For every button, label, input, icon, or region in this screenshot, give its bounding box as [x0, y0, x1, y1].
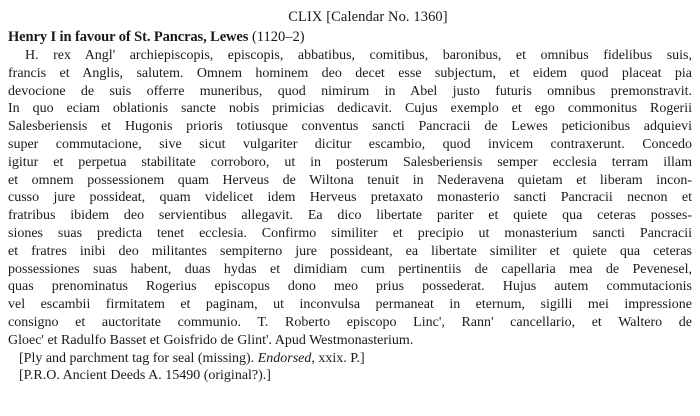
charter-text-line: Salesberiensis et Hugonis prioris totiusque conventus sancti Pancracii de Lewes peticionibus adquievi: [8, 119, 692, 135]
charter-text-line: super commutacione, sive sicut vulgariter dicitur escambio, quod invicem contraxerunt. Concedo: [8, 136, 692, 152]
charter-date: (1120–2): [248, 29, 305, 45]
seal-note: [8, 350, 692, 368]
charter-text-line: vel escambii firmitatem et paginam, ut inconvulsa permaneat in eternum, sigilli mei impressione: [8, 297, 692, 313]
charter-text-line: fratribus ibidem deo servientibus allegavit. Ea dico libertate pariter et quiete qua ceteras posses-: [8, 208, 692, 224]
endorsed-label: Endorsed: [257, 350, 312, 366]
charter-text-line: Gloec' et Radulfo Basset et Goisfrido de Glint'. Apud Westmonasterium.: [8, 332, 414, 348]
charter-text: [8, 47, 692, 350]
endorsement-text: , xxix. P.]: [311, 350, 365, 366]
editorial-notes: [8, 350, 692, 386]
charter-text-line: H. rex Angl' archiepiscopis, episcopis, abbatibus, comitibus, baronibus, et omnibus fidelibus suis,: [25, 48, 692, 63]
charter-text-line: et fratres inibi deo militantes sempiterno jure possideant, ea libertate similiter et quiete qua ceteras: [8, 243, 692, 259]
charter-text-line: cusso jure possideat, quam videlicet idem Herveus pretaxato monasterio sancti Pancracii necnon et: [8, 190, 692, 206]
charter-text-line: In quo eciam oblationis sancte nobis primicias dedicavit. Cujus exemplo et ego commonitus Rogerii: [8, 101, 692, 117]
charter-title-main: Henry I in favour of St. Pancras, Lewes: [8, 29, 249, 45]
charter-text-line: francis et Anglis, salutem. Omnem hominem deo decet esse subjectum, et eidem quod placeat pia: [8, 65, 692, 81]
document-page: [8, 8, 692, 385]
source-reference-note: [P.R.O. Ancient Deeds A. 15490 (original?).]: [19, 368, 271, 384]
charter-text-line: consigno et auctoritate communio. T. Roberto episcopo Linc', Rann' cancellario, et Waltero de: [8, 314, 692, 330]
charter-text-line: possessiones suas habent, duas hydas et dimidiam cum pertinentiis de capellaria mea de Pevenesel,: [8, 261, 692, 277]
charter-text-line: siones suas predicta tenet ecclesia. Confirmo similiter et precipio ut monasterium sancti Pancracii: [8, 225, 692, 241]
charter-text-line: quas prenominatus Rogerius episcopus dono meo prius possederat. Hujus autem commutacionis: [8, 279, 692, 295]
charter-text-line: igitur et perpetua stabilitate corroboro, ut in posterum Salesberiensis semper ecclesia terram illam: [8, 154, 692, 170]
document-heading: CLIX [Calendar No. 1360]: [288, 9, 448, 25]
seal-note-text: [Ply and parchment tag for seal (missing).: [19, 350, 258, 366]
charter-text-line: et omnem possessionem quam Herveus de Wiltona tenuit in Nederavena quietam et liberam incon-: [8, 172, 692, 188]
charter-text-line: devocione de suis offerre muneribus, quod nimirum in Abel justo futuris omnibus premonstravit.: [8, 83, 692, 99]
charter-title: [8, 28, 692, 46]
